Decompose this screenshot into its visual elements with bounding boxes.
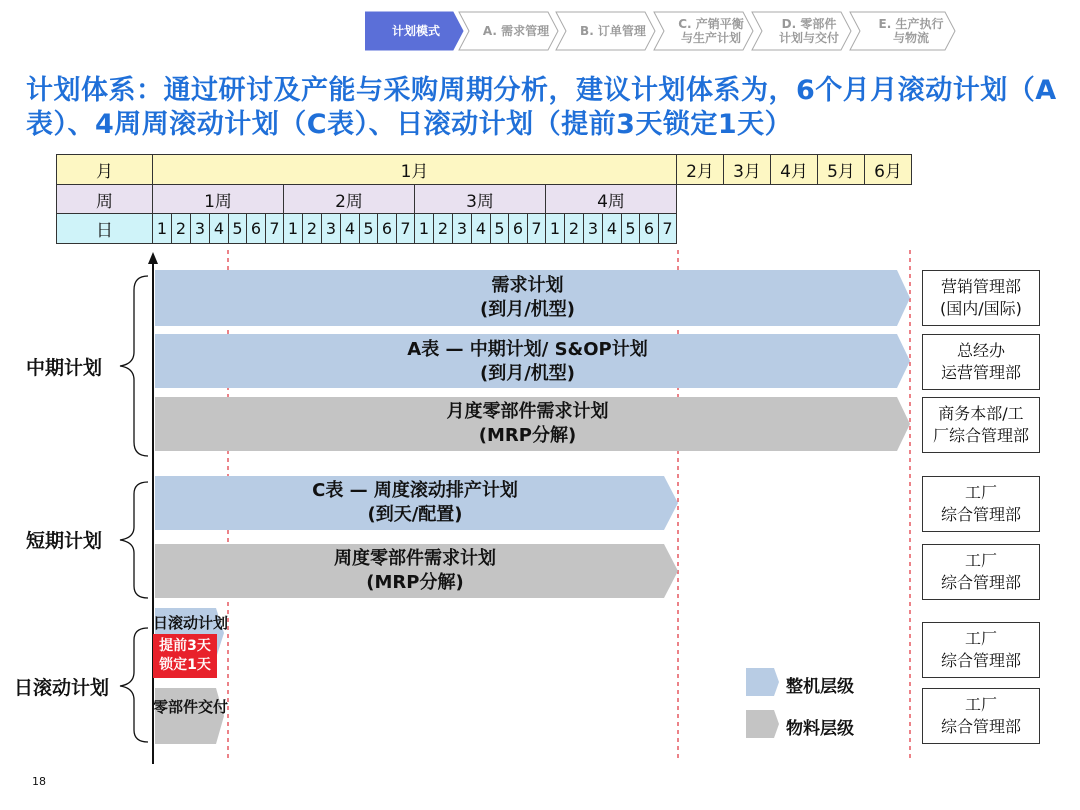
day-cell: 1 bbox=[283, 213, 303, 244]
day-cell: 2 bbox=[302, 213, 322, 244]
day-cell: 2 bbox=[564, 213, 584, 244]
day-cell: 3 bbox=[583, 213, 603, 244]
month-cell: 5月 bbox=[817, 154, 865, 185]
day-cell: 5 bbox=[228, 213, 247, 244]
month-cell: 1月 bbox=[152, 154, 677, 185]
day-cell: 3 bbox=[321, 213, 341, 244]
month-cell: 4月 bbox=[770, 154, 818, 185]
step-label: C. 产销平衡 与生产计划 bbox=[678, 17, 744, 45]
day-cell: 3 bbox=[452, 213, 472, 244]
dept-box: 工厂 综合管理部 bbox=[922, 544, 1040, 600]
bar-label-c-table: C表 — 周度滚动排产计划 (到天/配置) bbox=[312, 480, 518, 525]
day-cell: 2 bbox=[433, 213, 453, 244]
lock-badge: 提前3天 锁定1天 bbox=[153, 634, 217, 678]
day-cell: 1 bbox=[152, 213, 172, 244]
legend-machine-label: 整机层级 bbox=[786, 677, 854, 697]
step-label: D. 零部件 计划与交付 bbox=[778, 17, 839, 45]
day-cell: 7 bbox=[527, 213, 546, 244]
legend-material-label: 物料层级 bbox=[786, 719, 854, 739]
step-label: 计划模式 bbox=[391, 24, 440, 38]
day-cell: 4 bbox=[209, 213, 229, 244]
page-number: 18 bbox=[32, 775, 46, 788]
week-cell: 3周 bbox=[414, 184, 546, 214]
row-label-month: 月 bbox=[56, 154, 153, 185]
day-cell: 5 bbox=[359, 213, 378, 244]
day-cell: 5 bbox=[490, 213, 509, 244]
brace-short bbox=[120, 482, 148, 598]
day-cell: 7 bbox=[265, 213, 284, 244]
day-cell: 3 bbox=[190, 213, 210, 244]
section-daily: 日滚动计划 bbox=[14, 677, 110, 699]
step-label: A. 需求管理 bbox=[482, 24, 550, 38]
day-cell: 4 bbox=[340, 213, 360, 244]
day-cell: 7 bbox=[396, 213, 415, 244]
axis-arrowhead bbox=[148, 252, 158, 264]
dept-box: 商务本部/工 厂综合管理部 bbox=[922, 397, 1040, 453]
week-cell: 1周 bbox=[152, 184, 284, 214]
day-cell: 1 bbox=[414, 213, 434, 244]
row-label-day: 日 bbox=[56, 213, 153, 244]
row-label-week: 周 bbox=[56, 184, 153, 214]
day-cell: 6 bbox=[639, 213, 659, 244]
step-label: B. 订单管理 bbox=[580, 24, 646, 38]
month-cell: 3月 bbox=[723, 154, 771, 185]
day-cell: 6 bbox=[246, 213, 266, 244]
parts-delivery-label: 零部件交付 bbox=[153, 698, 229, 716]
day-cell: 6 bbox=[377, 213, 397, 244]
day-cell: 6 bbox=[508, 213, 528, 244]
day-cell: 1 bbox=[545, 213, 565, 244]
dept-box: 营销管理部 (国内/国际) bbox=[922, 270, 1040, 326]
dept-box: 工厂 综合管理部 bbox=[922, 688, 1040, 744]
step-label: E. 生产执行 与物流 bbox=[878, 17, 944, 45]
month-cell: 6月 bbox=[864, 154, 912, 185]
week-cell: 2周 bbox=[283, 184, 415, 214]
dept-box: 工厂 综合管理部 bbox=[922, 622, 1040, 678]
bar-label-monthly-parts: 月度零部件需求计划 (MRP分解) bbox=[446, 401, 609, 446]
legend-material-swatch bbox=[746, 710, 779, 738]
section-short-term: 短期计划 bbox=[26, 530, 103, 552]
page-title: 计划体系：通过研讨及产能与采购周期分析，建议计划体系为，6个月月滚动计划（A表）、4周周滚动计划（C表）、日滚动计划（提前3天锁定1天） bbox=[26, 75, 1057, 140]
dept-box: 总经办 运营管理部 bbox=[922, 334, 1040, 390]
legend-machine-swatch bbox=[746, 668, 779, 696]
day-cell: 5 bbox=[621, 213, 640, 244]
dept-box: 工厂 综合管理部 bbox=[922, 476, 1040, 532]
bar-label-demand-plan: 需求计划 (到月/机型) bbox=[479, 275, 576, 320]
bar-label-weekly-parts: 周度零部件需求计划 (MRP分解) bbox=[334, 548, 496, 593]
day-cell: 4 bbox=[471, 213, 491, 244]
section-mid-term: 中期计划 bbox=[26, 357, 103, 379]
daily-plan-label: 日滚动计划 bbox=[153, 614, 229, 632]
bar-label-a-table: A表 — 中期计划/ S&OP计划 (到月/机型) bbox=[407, 339, 648, 384]
brace-daily bbox=[120, 628, 148, 742]
day-cell: 4 bbox=[602, 213, 622, 244]
month-cell: 2月 bbox=[676, 154, 724, 185]
day-cell: 7 bbox=[658, 213, 677, 244]
week-cell: 4周 bbox=[545, 184, 677, 214]
brace-mid bbox=[120, 276, 148, 456]
day-cell: 2 bbox=[171, 213, 191, 244]
